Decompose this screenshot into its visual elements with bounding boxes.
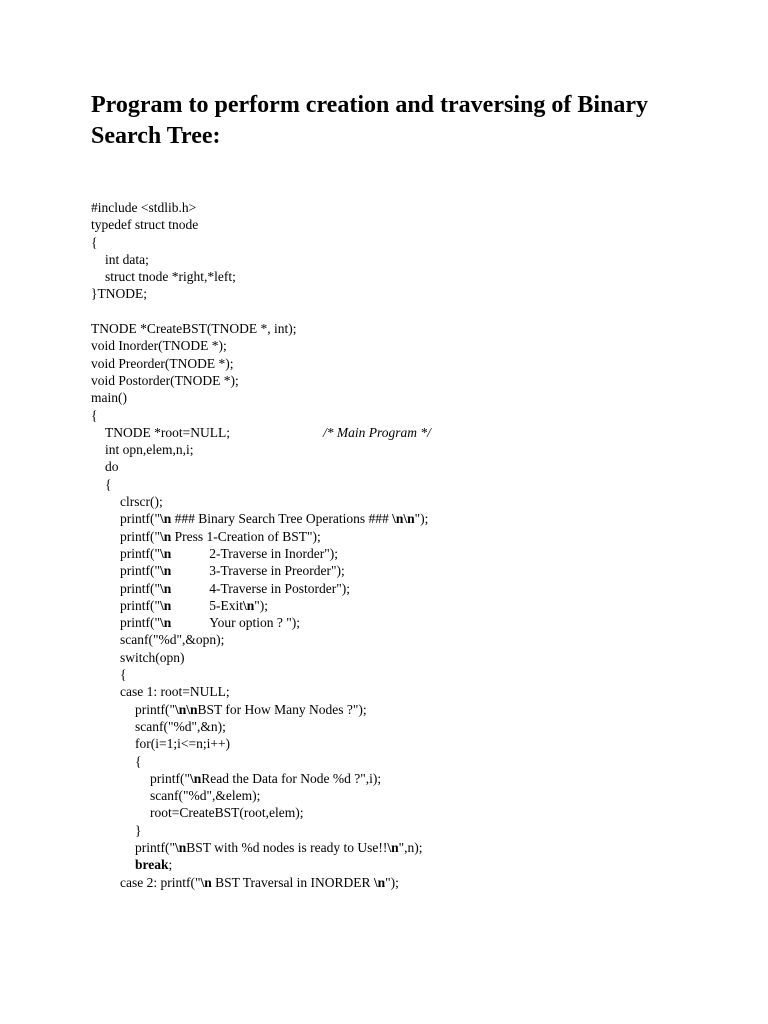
blank-line [91,303,731,320]
code-text: 3-Traverse in Preorder"); [209,563,345,579]
code-text: case 2: printf(" [120,874,201,890]
code-line: #include <stdlib.h> [91,200,197,215]
code-text: Read the Data for Node %d ?",i); [201,770,382,786]
code-line: { [105,476,112,492]
code-text: Press 1-Creation of BST"); [171,528,321,544]
escape-sequence: \n [160,597,172,613]
code-text: printf(" [120,511,160,527]
code-line: { [91,234,98,250]
code-text: printf(" [135,839,175,855]
code-text: TNODE *root=NULL; [105,424,230,440]
code-line [91,424,731,441]
code-line [91,770,731,787]
code-line [91,839,731,856]
code-line: scanf("%d",&n); [135,718,226,734]
code-line: void Inorder(TNODE *); [91,338,227,354]
code-line: void Postorder(TNODE *); [91,372,239,388]
code-line: root=CreateBST(root,elem); [150,805,304,821]
code-line: for(i=1;i<=n;i++) [135,736,231,752]
code-line: main() [91,390,127,406]
code-text: 5-Exit [209,597,244,613]
escape-sequence: \n [160,528,172,544]
code-line [91,597,731,614]
escape-sequence: \n [160,615,172,631]
escape-sequence: \n [387,839,399,855]
code-line: } [135,822,142,838]
code-line [91,545,731,562]
code-text: "); [385,874,399,890]
code-text: Your option ? "); [209,615,301,631]
code-line [91,510,731,527]
code-text: "); [254,597,269,613]
code-text: printf(" [120,580,160,596]
code-text: printf(" [120,528,160,544]
escape-sequence: \n\n [392,511,415,527]
code-text: 2-Traverse in Inorder"); [209,545,338,561]
escape-sequence: \n [243,597,255,613]
code-text: printf(" [135,701,175,717]
escape-sequence: \n [160,580,172,596]
code-comment: /* Main Program */ [323,424,431,440]
code-line: scanf("%d",&opn); [120,632,225,648]
code-text: printf(" [150,770,190,786]
code-line: TNODE *CreateBST(TNODE *, int); [91,321,297,337]
code-line [91,614,731,631]
escape-sequence: \n [160,511,172,527]
code-text: printf(" [120,597,160,613]
code-line [91,562,731,579]
escape-sequence: \n [200,874,212,890]
code-line [91,856,731,873]
code-text: printf(" [120,563,160,579]
escape-sequence: \n [160,545,172,561]
code-line: int data; [105,251,149,267]
code-listing [91,199,731,891]
code-line: typedef struct tnode [91,217,199,233]
code-text: 4-Traverse in Postorder"); [209,580,351,596]
code-line [91,528,731,545]
keyword: break [135,857,169,873]
code-line: struct tnode *right,*left; [105,269,236,285]
escape-sequence: \n [160,563,172,579]
code-line: int opn,elem,n,i; [105,442,194,458]
code-line: case 1: root=NULL; [120,684,230,700]
document-title: Program to perform creation and traversing of Binary Search Tree: [91,92,649,149]
code-line: do [105,459,119,475]
escape-sequence: \n\n [175,701,198,717]
code-line: clrscr(); [120,494,163,510]
code-line [91,701,731,718]
escape-sequence: \n [373,874,386,890]
code-text: printf(" [120,545,160,561]
code-text: BST Traversal in INORDER [211,874,374,890]
code-line: switch(opn) [120,649,185,665]
code-line: { [91,407,98,423]
escape-sequence: \n [175,839,187,855]
code-line: { [135,753,142,769]
code-text: BST with %d nodes is ready to Use!! [186,839,388,855]
code-text: ; [168,857,173,873]
code-text: ### Binary Search Tree Operations ### [171,511,393,527]
code-line [91,580,731,597]
code-line: void Preorder(TNODE *); [91,355,234,371]
code-text: BST for How Many Nodes ?"); [197,701,367,717]
escape-sequence: \n [190,770,202,786]
code-line: }TNODE; [91,286,147,302]
code-line [91,874,731,891]
code-text: printf(" [120,615,160,631]
code-line: { [120,667,127,683]
code-text: ",n); [398,839,423,855]
code-line: scanf("%d",&elem); [150,788,261,804]
code-text: "); [414,511,429,527]
